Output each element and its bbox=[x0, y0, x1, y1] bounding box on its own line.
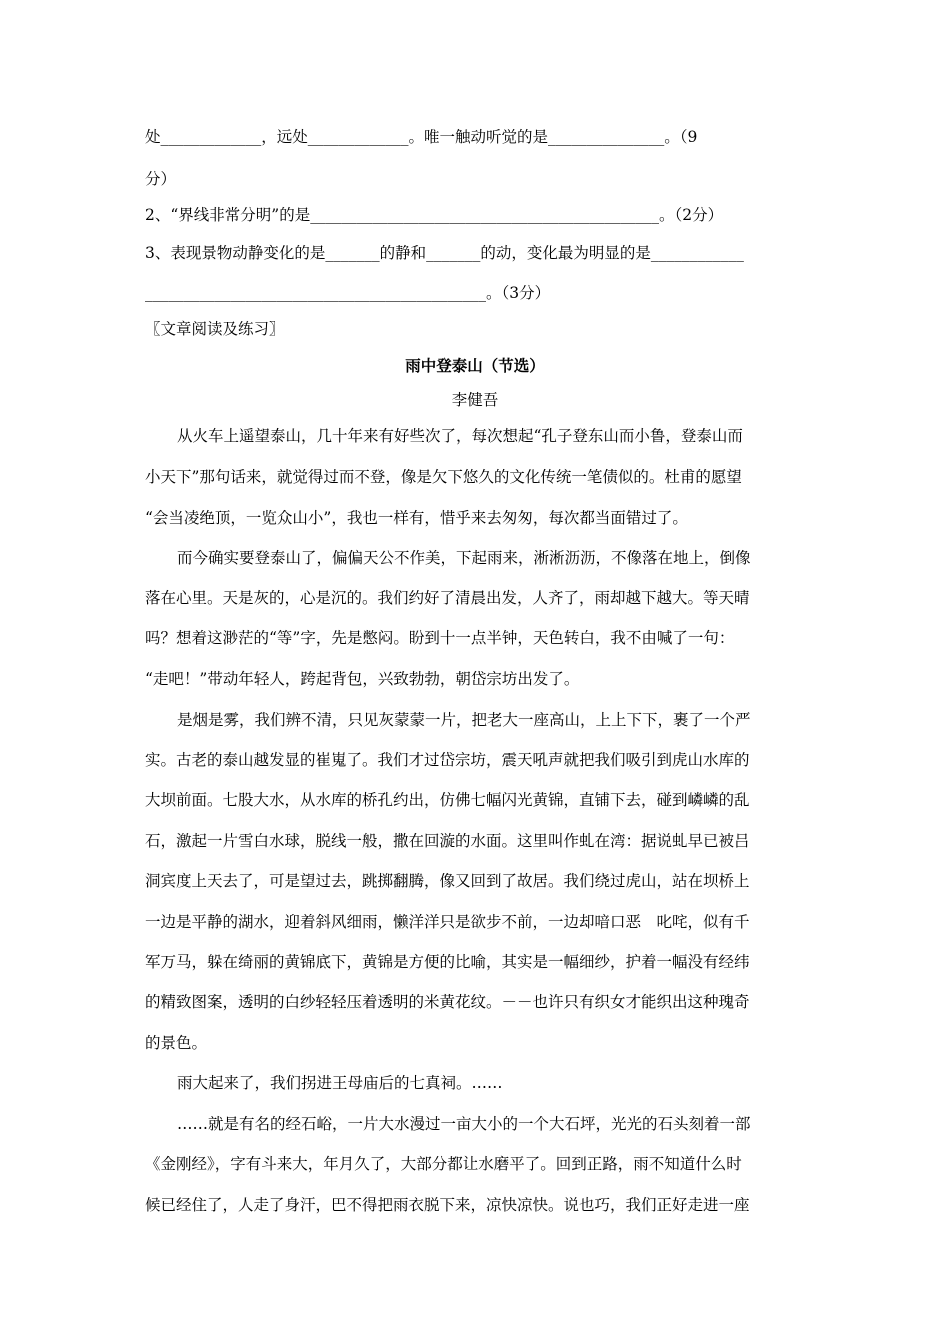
paragraph-line: 从火车上遥望泰山，几十年来有好些次了，每次想起“孔子登东山而小鲁，登泰山而 bbox=[177, 427, 743, 445]
paragraph-line: 石，激起一片雪白水球，脱线一般，撒在回漩的水面。这里叫作虬在湾：据说虬早已被吕 bbox=[145, 832, 750, 850]
article-author: 李健吾 bbox=[451, 391, 499, 409]
paragraph-line: “走吧！”带动年轻人，跨起背包，兴致勃勃，朝岱宗坊出发了。 bbox=[145, 670, 580, 688]
article-title: 雨中登泰山（节选） bbox=[405, 357, 545, 375]
question-1-line-1: 处_____________，远处_____________。唯一触动听觉的是_______________。（9 bbox=[145, 128, 698, 146]
question-1-line-2: 分） bbox=[145, 170, 177, 188]
question-3-line-2: ____________________________________________。（3分） bbox=[145, 284, 551, 302]
paragraph-line: 的景色。 bbox=[145, 1034, 208, 1052]
paragraph-line: 雨大起来了，我们拐进王母庙后的七真祠。…… bbox=[177, 1074, 503, 1092]
question-2: 2、“界线非常分明”的是_____________________________________________。（2分） bbox=[145, 206, 724, 224]
paragraph-line: ……就是有名的经石峪，一片大水漫过一亩大小的一个大石坪，光光的石头刻着一部 bbox=[177, 1115, 751, 1133]
paragraph-line: 候已经住了，人走了身汗，巴不得把雨衣脱下来，凉快凉快。说也巧，我们正好走进一座 bbox=[145, 1196, 750, 1214]
paragraph-line: 《金刚经》，字有斗来大，年月久了，大部分都让水磨平了。回到正路，雨不知道什么时 bbox=[145, 1155, 742, 1173]
paragraph-line: 而今确实要登泰山了，偏偏天公不作美，下起雨来，淅淅沥沥，不像落在地上，倒像 bbox=[177, 549, 751, 567]
paragraph-line: 一边是平静的湖水，迎着斜风细雨，懒洋洋只是欲步不前，一边却喑口恶 叱咤，似有千 bbox=[145, 913, 750, 931]
paragraph-line: 洞宾度上天去了，可是望过去，跳掷翻腾，像又回到了故居。我们绕过虎山，站在坝桥上 bbox=[145, 872, 750, 890]
paragraph-line: 军万马，躲在绮丽的黄锦底下，黄锦是方便的比喻，其实是一幅细纱，护着一幅没有经纬 bbox=[145, 953, 750, 971]
paragraph-line: 的精致图案，透明的白纱轻轻压着透明的米黄花纹。－－也许只有织女才能织出这种瑰奇 bbox=[145, 993, 750, 1011]
paragraph-line: 是烟是雾，我们辨不清，只见灰蒙蒙一片，把老大一座高山，上上下下，裹了一个严 bbox=[177, 711, 751, 729]
paragraph-line: 大坝前面。七股大水，从水库的桥孔约出，仿佛七幅闪光黄锦，直铺下去，碰到嶙嶙的乱 bbox=[145, 791, 750, 809]
paragraph-line: 小天下”那句话来，就觉得过而不登，像是欠下悠久的文化传统一笔债似的。杜甫的愿望 bbox=[145, 468, 742, 486]
paragraph-line: 实。古老的泰山越发显的崔嵬了。我们才过岱宗坊，震天吼声就把我们吸引到虎山水库的 bbox=[145, 751, 750, 769]
section-header: 〖文章阅读及练习〗 bbox=[145, 320, 285, 338]
question-3-line-1: 3、表现景物动静变化的是_______的静和_______的动，变化最为明显的是____________ bbox=[145, 244, 744, 262]
paragraph-line: “会当凌绝顶，一览众山小”，我也一样有，惜乎来去匆匆，每次都当面错过了。 bbox=[145, 509, 688, 527]
paragraph-line: 吗？想着这渺茫的“等”字，先是憋闷。盼到十一点半钟，天色转白，我不由喊了一句： bbox=[145, 629, 735, 647]
paragraph-line: 落在心里。天是灰的，心是沉的。我们约好了清晨出发，人齐了，雨却越下越大。等天晴 bbox=[145, 589, 750, 607]
